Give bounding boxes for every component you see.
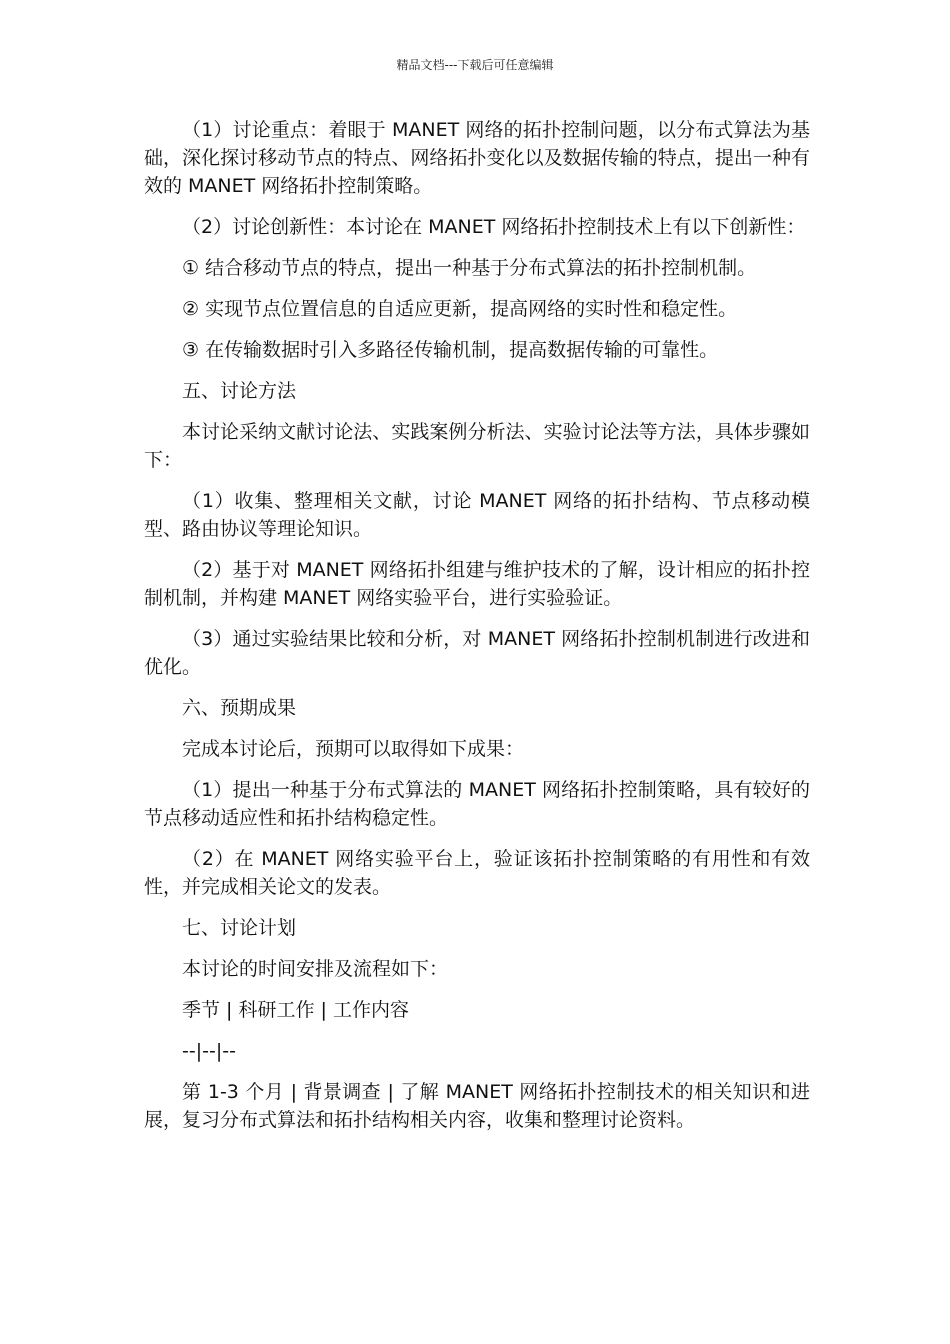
document-body: [144, 116, 810, 1147]
result-item-1: （1）提出一种基于分布式算法的 MANET 网络拓扑控制策略，具有较好的节点移动适应性和拓扑结构稳定性。: [144, 779, 810, 829]
section-heading-expected-results: 六、预期成果: [182, 697, 297, 719]
paragraph-methods-intro: 本讨论采纳文献讨论法、实践案例分析法、实验讨论法等方法，具体步骤如下：: [144, 421, 810, 471]
innovation-item-2: ② 实现节点位置信息的自适应更新，提高网络的实时性和稳定性。: [182, 298, 738, 320]
plan-table-row: 第 1-3 个月 | 背景调查 | 了解 MANET 网络拓扑控制技术的相关知识和进展，复习分布式算法和拓扑结构相关内容，收集和整理讨论资料。: [144, 1081, 810, 1131]
paragraph-results-intro: 完成本讨论后，预期可以取得如下成果：: [182, 738, 525, 760]
method-step-2: （2）基于对 MANET 网络拓扑组建与维护技术的了解，设计相应的拓扑控制机制，并构建 MANET 网络实验平台，进行实验验证。: [144, 559, 810, 609]
page-header: 精品文档---下载后可任意编辑: [396, 58, 554, 72]
paragraph-plan-intro: 本讨论的时间安排及流程如下：: [182, 958, 449, 980]
plan-table-header: 季节 | 科研工作 | 工作内容: [182, 999, 409, 1021]
section-heading-methods: 五、讨论方法: [182, 380, 297, 402]
innovation-item-3: ③ 在传输数据时引入多路径传输机制，提高数据传输的可靠性。: [182, 339, 719, 361]
result-item-2: （2）在 MANET 网络实验平台上，验证该拓扑控制策略的有用性和有效性，并完成相关论文的发表。: [144, 848, 810, 898]
paragraph-innovation: （2）讨论创新性：本讨论在 MANET 网络拓扑控制技术上有以下创新性：: [182, 216, 806, 238]
method-step-1: （1）收集、整理相关文献，讨论 MANET 网络的拓扑结构、节点移动模型、路由协议等理论知识。: [144, 490, 810, 540]
paragraph-research-focus: （1）讨论重点：着眼于 MANET 网络的拓扑控制问题，以分布式算法为基础，深化探讨移动节点的特点、网络拓扑变化以及数据传输的特点，提出一种有效的 MANET 网络拓扑控制策略。: [144, 119, 810, 197]
section-heading-plan: 七、讨论计划: [182, 917, 297, 939]
method-step-3: （3）通过实验结果比较和分析，对 MANET 网络拓扑控制机制进行改进和优化。: [144, 628, 810, 678]
innovation-item-1: ① 结合移动节点的特点，提出一种基于分布式算法的拓扑控制机制。: [182, 257, 757, 279]
plan-table-separator: --|--|--: [182, 1040, 236, 1062]
